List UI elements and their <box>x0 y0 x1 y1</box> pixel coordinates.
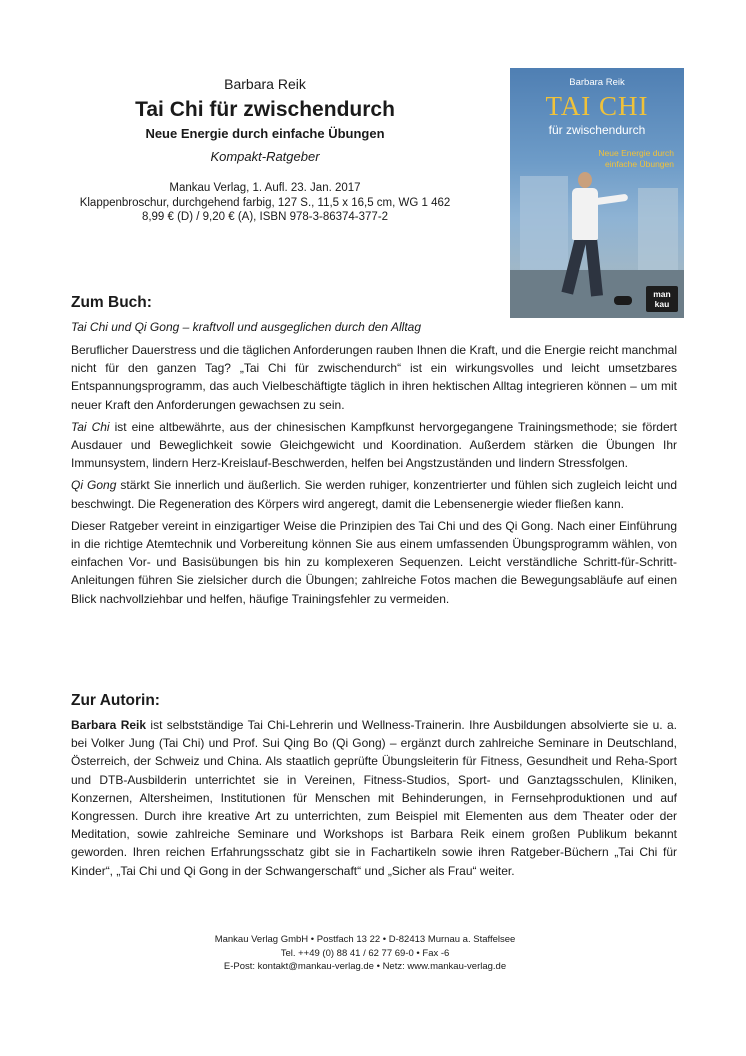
meta-price-isbn: 8,99 € (D) / 9,20 € (A), ISBN 978-3-86374-377-2 <box>141 211 389 223</box>
book-paragraph-2 <box>71 418 677 473</box>
cover-subtitle: für zwischendurch <box>548 123 646 137</box>
cover-building-right <box>638 188 678 278</box>
book-heading: Zum Buch: <box>71 294 152 311</box>
book-paragraph-4: Dieser Ratgeber vereint in einzigartiger Weise die Prinzipien des Tai Chi und des Qi Gong. Nach einer Einführung in die richtige Atemtechnik und Vorbereitung können Sie aus einem umfassenden Übungsprogramm wählen, von einfachen Vor- und Basisübungen bis hin zu komplexeren Sequenzen. Leicht verständliche Schritt-für-Schritt-Anleitungen führen Sie zielsicher durch die Übungen; zahlreiche Fotos machen die Bewegungsabläufe auf einen Blick nachvollziehbar und helfen, häufige Trainingsfehler zu vermeiden. <box>71 518 677 606</box>
cover-figure-arm <box>594 194 629 206</box>
paragraph-text: stärkt Sie innerlich und äußerlich. Sie werden ruhiger, konzentrierter und fühlen sich zugleich leicht und beschwingt. Die Regeneration des Körpers wird angeregt, damit die Lebensenergie wieder fließen kann. <box>71 478 677 511</box>
author-name: Barbara Reik <box>71 718 147 732</box>
term-tai-chi: Tai Chi <box>71 419 110 434</box>
author-section <box>71 690 677 884</box>
footer-phone: Tel. ++49 (0) 88 41 / 62 77 69-0 • Fax -6 <box>280 947 450 959</box>
cover-title: TAI CHI <box>545 91 649 121</box>
cover-figure-body <box>572 188 598 240</box>
book-subtitle: Neue Energie durch einfache Übungen <box>145 126 385 141</box>
book-section <box>71 292 677 612</box>
book-paragraph-3 <box>71 476 677 512</box>
book-lead: Tai Chi und Qi Gong – kraftvoll und ausgeglichen durch den Alltag <box>71 320 421 334</box>
author-paragraph <box>71 716 677 880</box>
cover-building-left <box>520 176 568 276</box>
logo-line: man <box>653 289 671 299</box>
book-kind: Kompakt-Ratgeber <box>210 149 320 164</box>
book-title: Tai Chi für zwischendurch <box>135 98 395 121</box>
book-cover-image <box>510 68 684 318</box>
book-header <box>60 74 470 225</box>
term-qi-gong: Qi Gong <box>71 478 117 493</box>
book-meta <box>60 181 470 225</box>
author-heading: Zur Autorin: <box>71 692 160 709</box>
book-author: Barbara Reik <box>224 76 306 92</box>
footer-contact: E-Post: kontakt@mankau-verlag.de • Netz: www.mankau-verlag.de <box>223 961 507 972</box>
book-paragraph-1: Beruflicher Dauerstress und die täglichen Anforderungen rauben Ihnen die Kraft, und die Energie reicht manchmal nicht für den ganzen Tag? „Tai Chi für zwischendurch“ ist ein wirkungsvolles und leicht umsetzbares Entspannungsprogramm, das auch Vielbeschäftigte täglich in ihren hektischen Alltag integrieren können – um mit neuer Kraft den Anforderungen gewachsen zu sein. <box>71 343 677 412</box>
publisher-footer <box>150 933 580 974</box>
meta-format: Klappenbroschur, durchgehend farbig, 127 S., 11,5 x 16,5 cm, WG 1 462 <box>79 196 451 209</box>
cover-figure-head <box>578 172 592 188</box>
paragraph-text: ist selbstständige Tai Chi-Lehrerin und Wellness-Trainerin. Ihre Ausbildungen absolvierte sie u. a. bei Volker Jung (Tai Chi) und Prof. Sui Qing Bo (Qi Gong) – ergänzt durch zahlreiche Seminare in Deutschland, Österreich, der Schweiz und China. Als staatlich geprüfte Übungsleiterin für Fitness, Gesundheit und Reha-Sport und DTB-Ausbilderin unterrichtet sie in Vereinen, Fitness-Studios, Sport- und Ganztagsschulen, Kliniken, Konzernen, Altersheimen, Institutionen für Menschen mit Behinderungen, in Fernsehproduktionen und auf Kongressen. Durch ihre kreative Art zu unterrichten, zum Beispiel mit Elementen aus dem Theater oder der Meditation, sowie zahlreiche Seminare und Workshops ist Barbara Reik einem großen Publikum bekannt geworden. Ihren reichen Erfahrungsschatz gibt sie in Fachartikeln sowie ihren Ratgeber-Büchern „Tai Chi für Kinder“, „Tai Chi und Qi Gong in der Schwangerschaft“ und „Sicher als Frau“ weiter. <box>71 718 677 878</box>
meta-publisher: Mankau Verlag, 1. Aufl. 23. Jan. 2017 <box>169 182 361 194</box>
paragraph-text: ist eine altbewährte, aus der chinesischen Kampfkunst hervorgegangene Trainingsmethode; sie fördert Ausdauer und Beweglichkeit sowie Gleichgewicht und Koordination. Außerdem stärken die Übungen Ihr Immunsystem, lindern Herz-Kreislauf-Beschwerden, helfen bei Angstzuständen und lindern Stressfolgen. <box>71 419 677 471</box>
footer-address: Mankau Verlag GmbH • Postfach 13 22 • D-82413 Murnau a. Staffelsee <box>214 934 516 945</box>
logo-line: kau <box>654 299 670 309</box>
cover-author: Barbara Reik <box>569 77 625 88</box>
cover-tagline: Neue Energie durch einfache Übungen <box>598 148 674 169</box>
